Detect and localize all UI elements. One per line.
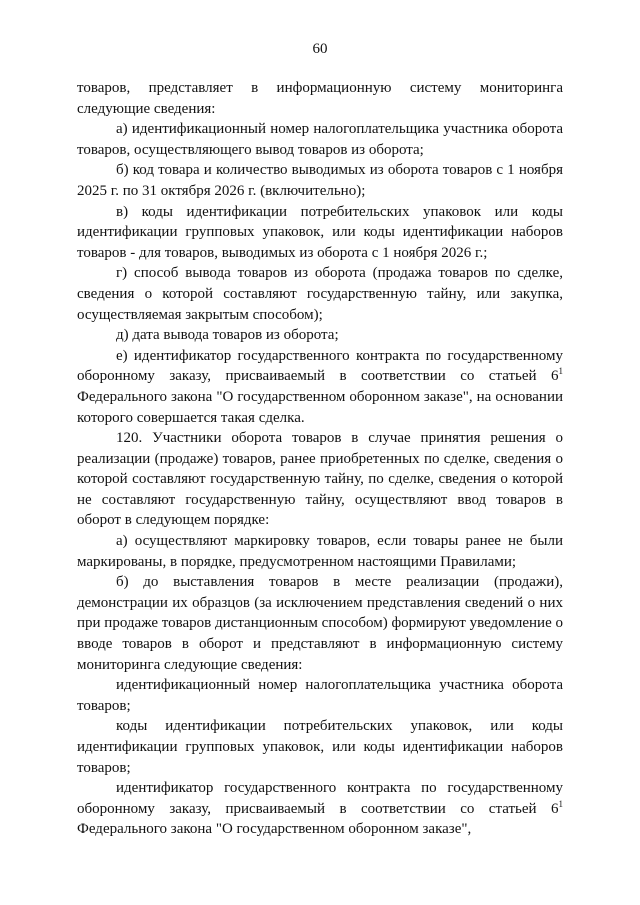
paragraph-text: в) коды идентификации потребительских упаковок или коды идентификации групповых упаковок, или коды идентификации наборов товаров - для товаров, выводимых из оборота с 1 ноября 2026 г.; bbox=[77, 203, 563, 261]
paragraph-text: идентификационный номер налогоплательщика участника оборота товаров; bbox=[77, 677, 563, 714]
document-body bbox=[77, 78, 563, 840]
paragraph-text: б) код товара и количество выводимых из оборота товаров с 1 ноября 2025 г. по 31 октября 2026 г. (включительно); bbox=[77, 162, 563, 199]
paragraph-text: коды идентификации потребительских упаковок, или коды идентификации групповых упаковок, или коды идентификации наборов товаров; bbox=[77, 718, 563, 776]
paragraph-text: а) осуществляют маркировку товаров, если товары ранее не были маркированы, в порядке, предусмотренном настоящими Правилами; bbox=[77, 533, 563, 570]
paragraph-text: г) способ вывода товаров из оборота (продажа товаров по сделке, сведения о которой составляют государственную тайну, или закупка, осуществляемая закрытым способом); bbox=[77, 265, 563, 323]
paragraph-text: б) до выставления товаров в месте реализации (продажи), демонстрации их образцов (за исключением представления сведений о них при продаже товаров дистанционным способом) формируют уведомление о вводе товаров в оборот и представляют в информационную систему мониторинга следующие сведения: bbox=[77, 574, 563, 673]
paragraph bbox=[77, 346, 563, 428]
paragraph-text: а) идентификационный номер налогоплательщика участника оборота товаров, осуществляющего вывод товаров из оборота; bbox=[77, 121, 563, 158]
paragraph bbox=[77, 325, 563, 346]
paragraph bbox=[77, 78, 563, 119]
paragraph bbox=[77, 160, 563, 201]
paragraph bbox=[77, 675, 563, 716]
paragraph bbox=[77, 119, 563, 160]
paragraph-text: товаров, представляет в информационную систему мониторинга следующие сведения: bbox=[77, 80, 563, 117]
paragraph bbox=[77, 202, 563, 264]
superscript: 1 bbox=[558, 798, 563, 809]
paragraph-text-continued: Федерального закона "О государственном оборонном заказе", bbox=[77, 821, 472, 838]
paragraph-text: д) дата вывода товаров из оборота; bbox=[116, 327, 339, 344]
page-number: 60 bbox=[312, 41, 328, 57]
paragraph bbox=[77, 531, 563, 572]
paragraph-text: 120. Участники оборота товаров в случае принятия решения о реализации (продаже) товаров, ранее приобретенных по сделке, сведения о которой составляют государственную тайну, по сделке, сведения о которой не составляют государственную тайну, осуществляют ввод товаров в оборот в следующем порядке: bbox=[77, 430, 563, 529]
paragraph bbox=[77, 428, 563, 531]
paragraph bbox=[77, 263, 563, 325]
paragraph bbox=[77, 778, 563, 840]
paragraph-text: е) идентификатор государственного контракта по государственному оборонному заказу, присваиваемый в соответствии со статьей 6 bbox=[77, 347, 563, 385]
paragraph bbox=[77, 572, 563, 675]
paragraph-text-continued: Федерального закона "О государственном оборонном заказе", на основании которого совершается такая сделка. bbox=[77, 388, 563, 426]
superscript: 1 bbox=[558, 366, 563, 377]
paragraph bbox=[77, 716, 563, 778]
paragraph-text: идентификатор государственного контракта по государственному оборонному заказу, присваиваемый в соответствии со статьей 6 bbox=[77, 780, 563, 817]
